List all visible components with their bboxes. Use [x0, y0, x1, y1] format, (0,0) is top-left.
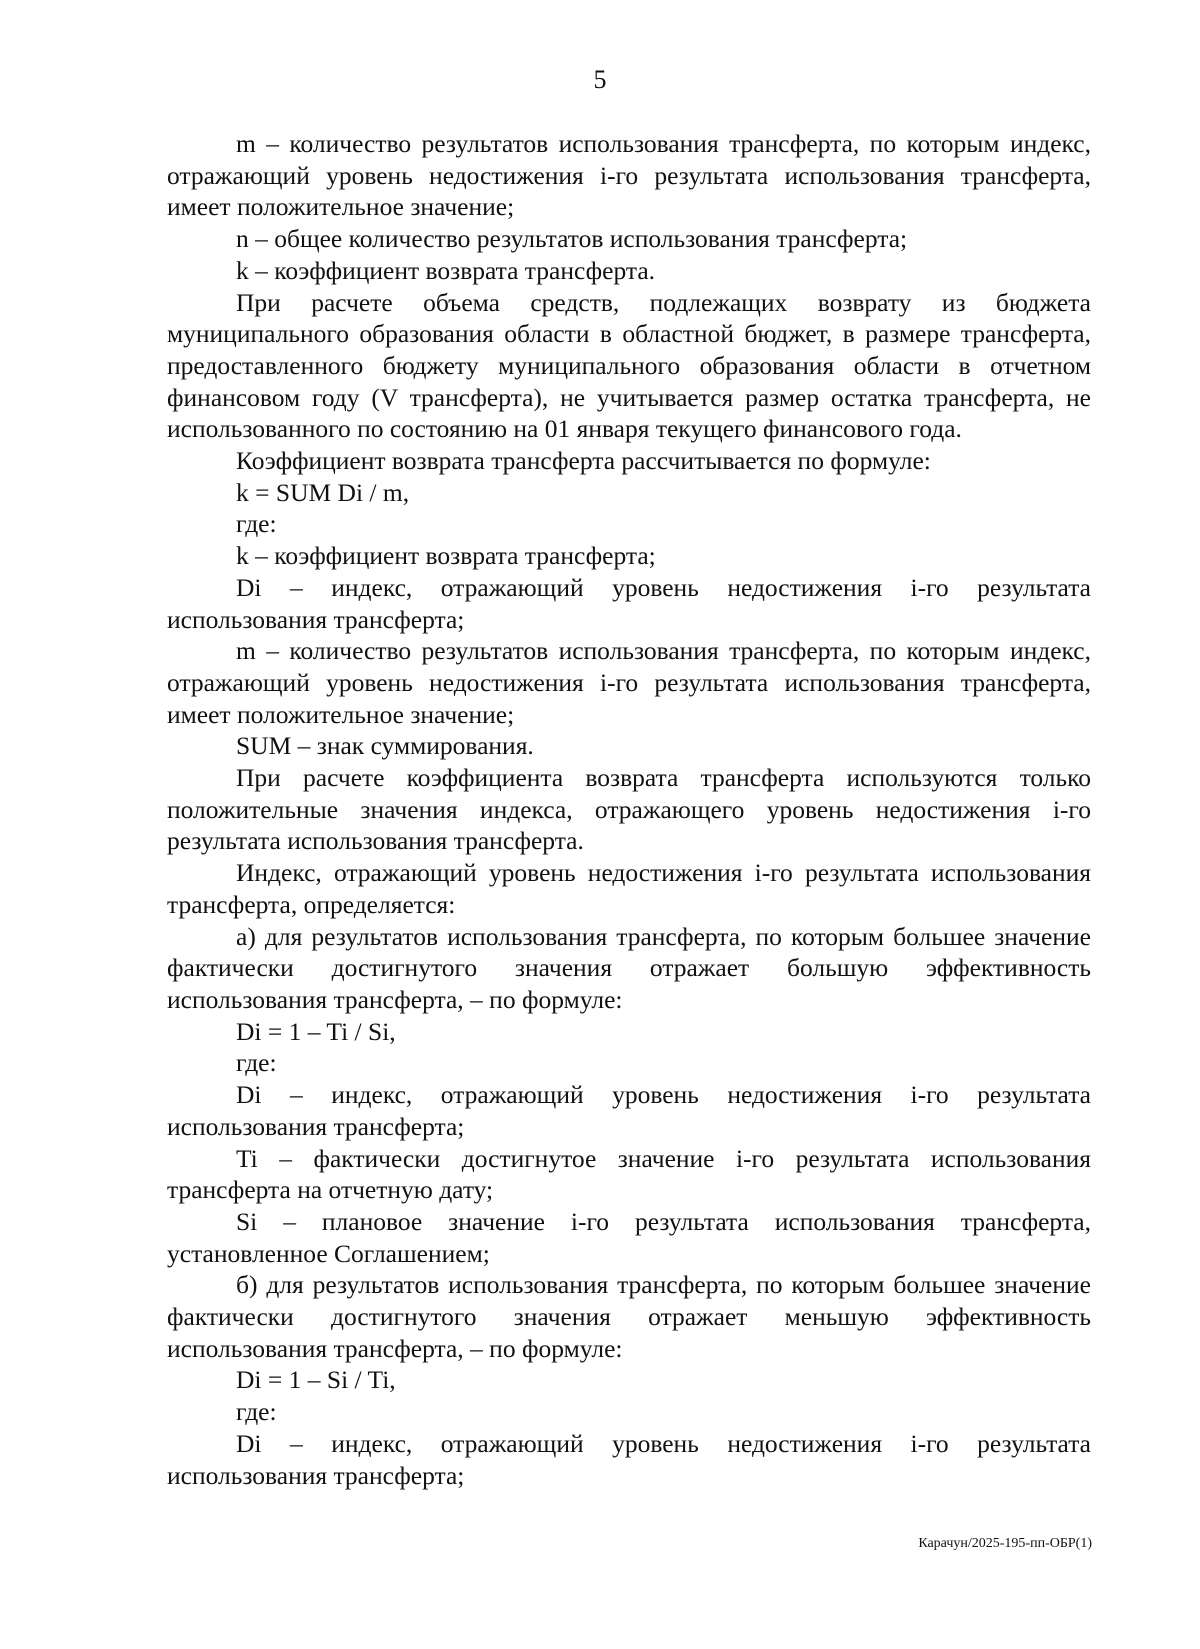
- paragraph-where: где:: [236, 509, 277, 539]
- paragraph-si-definition: Si – плановое значение i-го результата использования трансферта, установленное Соглашением;: [167, 1206, 1091, 1268]
- formula-k: k = SUM Di / m,: [236, 477, 410, 507]
- paragraph-di-definition-3: Di – индекс, отражающий уровень недостижения i-го результата использования трансферта;: [167, 1428, 1091, 1490]
- paragraph-di-definition-2: Di – индекс, отражающий уровень недостижения i-го результата использования трансферта;: [167, 1080, 1091, 1141]
- formula-di-b: Di = 1 – Si / Ti,: [236, 1365, 396, 1395]
- document-body: [167, 128, 1091, 1491]
- paragraph-positive-values: При расчете коэффициента возврата трансферта используются только положительные значения индекса, отражающего уровень недостижения i-го результата использования трансферта.: [167, 763, 1091, 856]
- paragraph-coefficient-intro: Коэффициент возврата трансферта рассчитывается по формуле:: [236, 446, 931, 476]
- paragraph-k-definition-2: k – коэффициент возврата трансферта;: [236, 541, 656, 571]
- document-footer-code: Карачун/2025-195-пп-ОБР(1): [918, 1536, 1092, 1551]
- paragraph-m-definition-2: m – количество результатов использования трансферта, по которым индекс, отражающий уровень недостижения i-го результата использования трансферта, имеет положительное значение;: [167, 636, 1091, 729]
- paragraph-where-3: где:: [236, 1397, 277, 1427]
- paragraph-sum-definition: SUM – знак суммирования.: [236, 731, 534, 761]
- formula-di-a: Di = 1 – Ti / Si,: [236, 1016, 396, 1046]
- paragraph-k-definition: k – коэффициент возврата трансферта.: [236, 255, 656, 285]
- paragraph-case-a: а) для результатов использования трансферта, по которым большее значение фактически достигнутого значения отражает большую эффективность использования трансферта, – по формуле:: [167, 921, 1091, 1014]
- paragraph-return-volume: При расчете объема средств, подлежащих возврату из бюджета муниципального образования области в областной бюджет, в размере трансферта, предоставленного бюджету муниципального образования области в отчетном финансовом году (V трансферта), не учитывается размер остатка трансферта, не использованного по состоянию на 01 января текущего финансового года.: [167, 287, 1091, 444]
- page-number: 5: [593, 65, 607, 94]
- paragraph-case-b: б) для результатов использования трансферта, по которым большее значение фактически достигнутого значения отражает меньшую эффективность использования трансферта, – по формуле:: [167, 1270, 1091, 1363]
- paragraph-where-2: где:: [236, 1048, 277, 1078]
- paragraph-n-definition: n – общее количество результатов использования трансферта;: [236, 224, 908, 254]
- paragraph-m-definition: m – количество результатов использования трансферта, по которым индекс, отражающий уровень недостижения i-го результата использования трансферта, имеет положительное значение;: [167, 129, 1091, 222]
- paragraph-index-determined: Индекс, отражающий уровень недостижения i-го результата использования трансферта, определяется:: [167, 858, 1091, 919]
- paragraph-di-definition: Di – индекс, отражающий уровень недостижения i-го результата использования трансферта;: [167, 572, 1091, 634]
- paragraph-ti-definition: Ti – фактически достигнутое значение i-го результата использования трансферта на отчетную дату;: [167, 1143, 1091, 1205]
